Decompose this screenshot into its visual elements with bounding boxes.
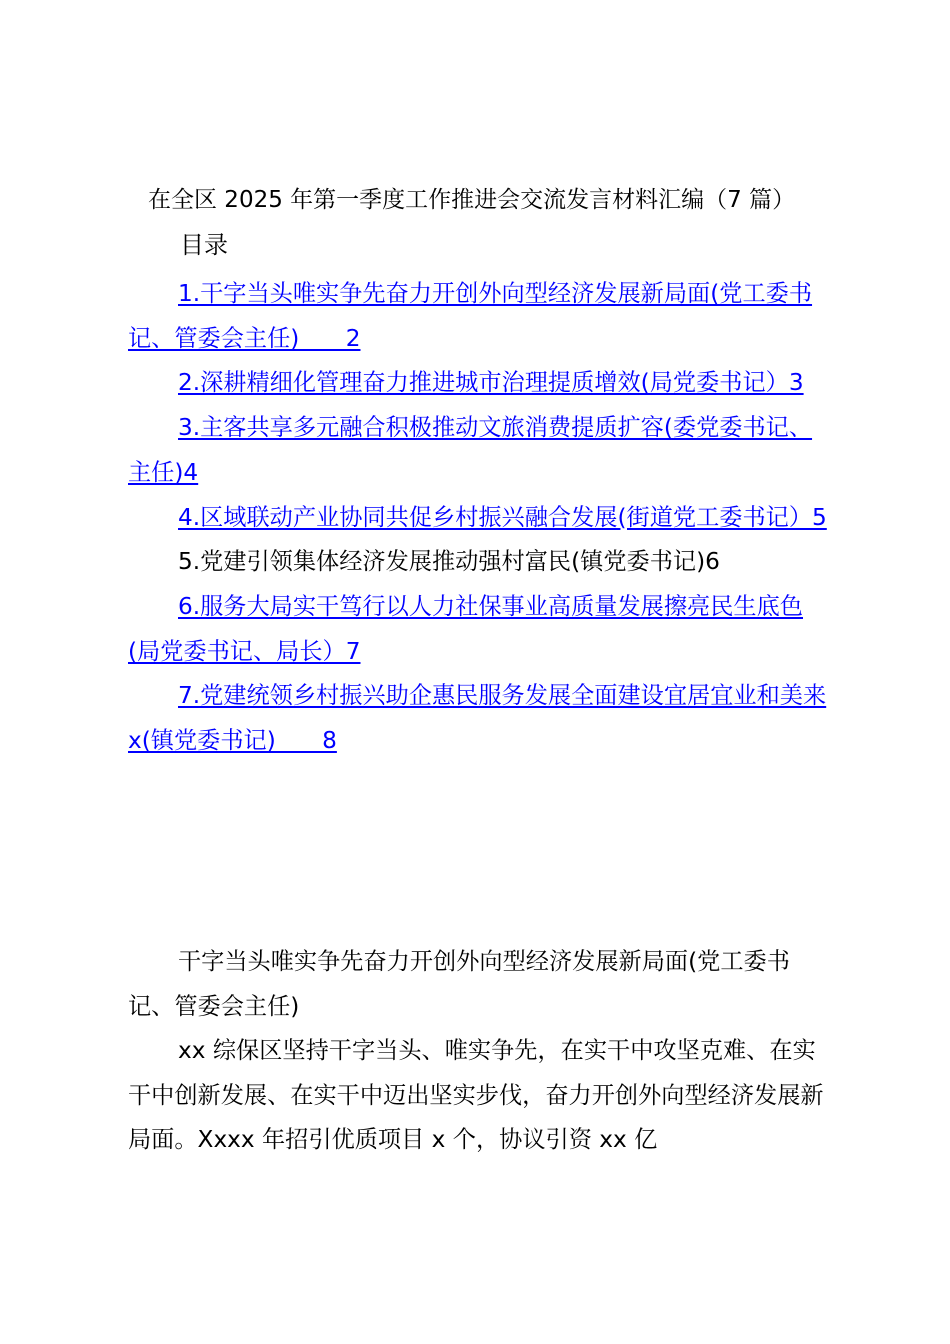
section-title: 干字当头唯实争先奋力开创外向型经济发展新局面(党工委书记、管委会主任)	[128, 948, 790, 1020]
toc-item-6[interactable]: 6.服务大局实干笃行以人力社保事业高质量发展擦亮民生底色(局党委书记、局长）7	[128, 592, 803, 665]
toc-item-4[interactable]: 4.区域联动产业协同共促乡村振兴融合发展(街道党工委书记）5	[178, 503, 827, 531]
toc-item-1[interactable]: 1.干字当头唯实争先奋力开创外向型经济发展新局面(党工委书记、管委会主任) 2	[128, 280, 813, 352]
document-title: 在全区 2025 年第一季度工作推进会交流发言材料汇编（7 篇）	[148, 187, 796, 213]
body-paragraph: xx 综保区坚持干字当头、唯实争先，在实干中攻坚克难、在实干中创新发展、在实干中迈出坚实步伐，奋力开创外向型经济发展新局面。Xxxx 年招引优质项目 x 个，协议引资 xx 亿	[128, 1037, 824, 1154]
toc-item-2[interactable]: 2.深耕精细化管理奋力推进城市治理提质增效(局党委书记）3	[178, 369, 804, 397]
toc-item-3[interactable]: 3.主客共享多元融合积极推动文旅消费提质扩容(委党委书记、主任)4	[128, 414, 813, 486]
toc-item-7[interactable]: 7.党建统领乡村振兴助企惠民服务发展全面建设宜居宜业和美来 x(镇党委书记) 8	[128, 682, 827, 755]
toc-heading: 目录	[180, 231, 228, 259]
toc-item-5: 5.党建引领集体经济发展推动强村富民(镇党委书记)6	[178, 548, 720, 576]
table-of-contents	[128, 272, 830, 764]
